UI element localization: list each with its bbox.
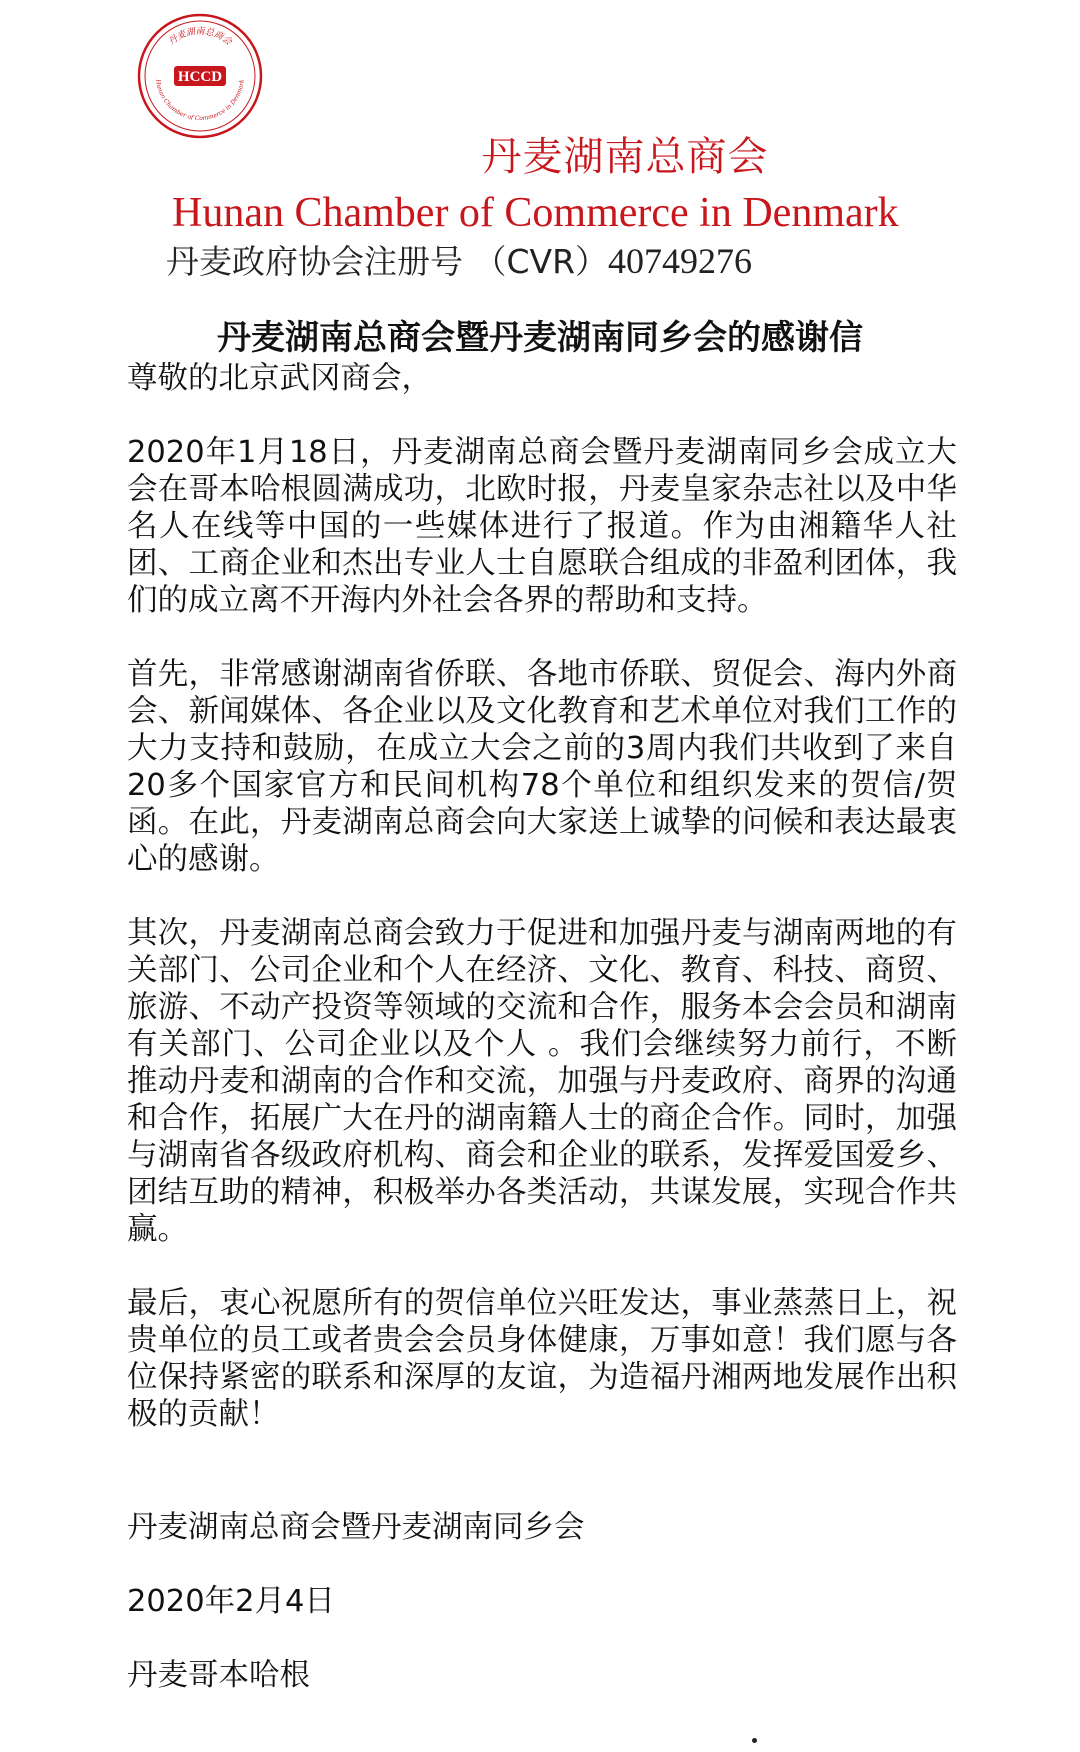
salutation: 尊敬的北京武冈商会， [127,361,432,396]
cvr-number: 40749276 [608,241,753,281]
org-name-cn: 丹麦湖南总商会 [481,134,769,180]
paragraph: 2020年1月18日，丹麦湖南总商会暨丹麦湖南同乡会成立大会在哥本哈根圆满成功，北欧时报，丹麦皇家杂志社以及中华名人在线等中国的一些媒体进行了报道。作为由湘籍华人社团、工商企业和杰出专业人士自愿联合组成的非盈利团体，我们的成立离不开海内外社会各界的帮助和支持。 [127,435,957,618]
logo-abbr: HCCD [177,69,223,85]
letter-body [127,360,957,1470]
stray-dot [752,1738,757,1743]
org-name-en: Hunan Chamber of Commerce in Denmark [172,190,899,236]
signature-place: 丹麦哥本哈根 [127,1658,310,1693]
cvr-registration [166,238,752,285]
letter-title: 丹麦湖南总商会暨丹麦湖南同乡会的感谢信 [217,318,863,358]
paragraph: 最后，衷心祝愿所有的贺信单位兴旺发达，事业蒸蒸日上，祝贵单位的员工或者贵会会员身体健康，万事如意！我们愿与各位保持紧密的联系和深厚的友谊，为造福丹湘两地发展作出积极的贡献！ [127,1286,957,1432]
logo-arc-bottom: Hunan Chamber of Commerce in Denmark [154,78,246,123]
paragraph: 其次，丹麦湖南总商会致力于促进和加强丹麦与湖南两地的有关部门、公司企业和个人在经济、文化、教育、科技、商贸、旅游、不动产投资等领域的交流和合作，服务本会会员和湖南有关部门、公司企业以及个人 。我们会继续努力前行，不断推动丹麦和湖南的合作和交流，加强与丹麦政府、商界的沟通和合作，拓展广大在丹的湖南籍人士的商企合作。同时，加强与湖南省各级政府机构、商会和企业的联系，发挥爱国爱乡、团结互助的精神，积极举办各类活动，共谋发展，实现合作共赢。 [127,916,957,1247]
signature-org: 丹麦湖南总商会暨丹麦湖南同乡会 [127,1510,585,1545]
logo-arc-top: 丹麦湖南总商会 [166,27,234,48]
hccd-seal-icon [136,12,264,140]
signature-date: 2020年2月4日 [127,1584,335,1619]
paragraph: 首先，非常感谢湖南省侨联、各地市侨联、贸促会、海内外商会、新闻媒体、各企业以及文化教育和艺术单位对我们工作的大力支持和鼓励，在成立大会之前的3周内我们共收到了来自20多个国家官方和民间机构78个单位和组织发来的贺信/贺函。在此，丹麦湖南总商会向大家送上诚挚的问候和表达最衷心的感谢。 [127,657,957,877]
cvr-label: 丹麦政府协会注册号 （CVR） [166,242,609,281]
svg-text:丹麦湖南总商会 [166,26,234,48]
